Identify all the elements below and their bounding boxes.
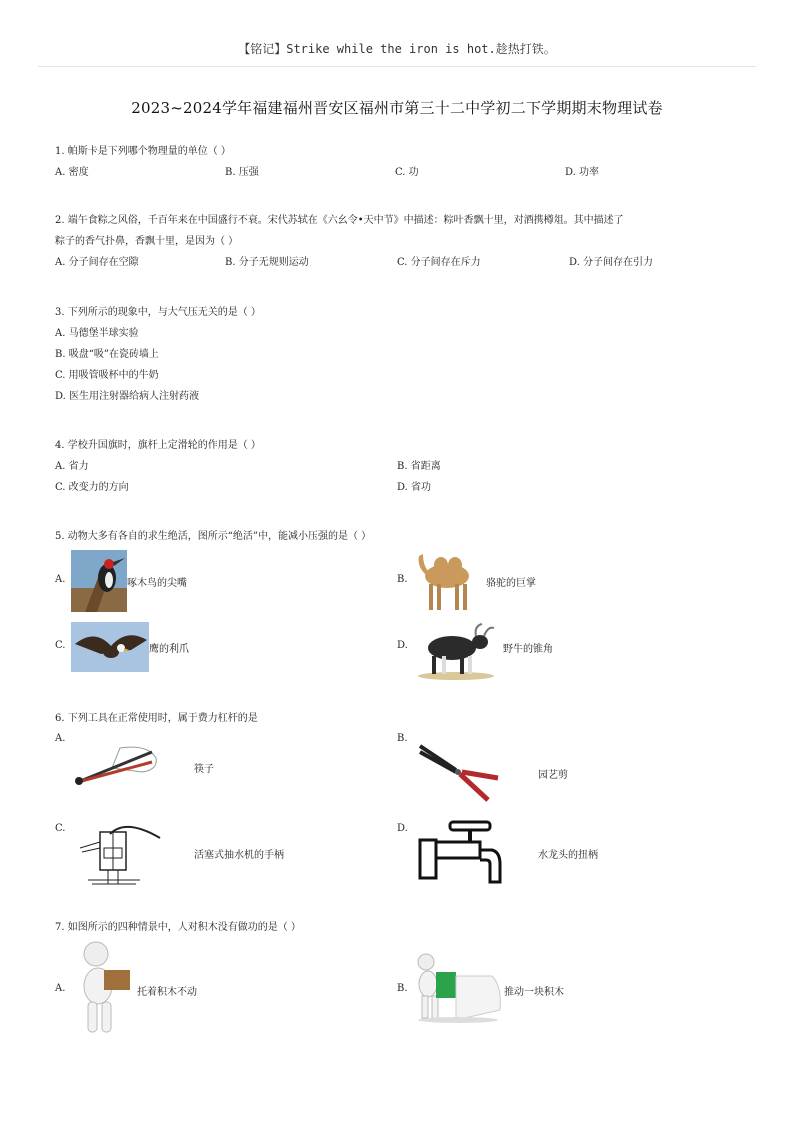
option-d-letter: D. [397,640,408,651]
option-d-label: 水龙头的扭柄 [538,850,598,861]
page-motto: 【铭记】Strike while the iron is hot.趁热打铁。 [238,42,556,56]
option-c: C. 功 [395,167,419,178]
question-4 [55,435,745,493]
option-a: A. 马德堡半球实验 [55,328,139,339]
camel-image [411,548,485,614]
option-d: D. 功率 [565,167,600,178]
option-a-letter: A. [55,574,66,585]
option-a: A. 省力 [55,461,89,472]
option-b-letter: B. [397,574,408,585]
option-a-letter: A. [55,983,66,994]
question-5 [55,526,745,547]
option-c: C. 用吸管吸杯中的牛奶 [55,370,159,381]
option-c-letter: C. [55,640,66,651]
question-stem-line-2: 粽子的香气扑鼻，香飘十里，是因为（ ） [55,236,239,247]
option-d-label: 野牛的锥角 [503,644,553,655]
option-a-label: 啄木鸟的尖嘴 [127,578,187,589]
option-a: A. 分子间存在空隙 [55,257,139,268]
question-stem: 5. 动物大多有各自的求生绝活，图所示“绝活”中，能减小压强的是（ ） [55,531,372,542]
option-c-letter: C. [55,823,66,834]
garden-shears-image [416,742,502,806]
option-b-label: 骆驼的巨掌 [486,578,536,589]
option-b: B. 压强 [225,167,259,178]
woodpecker-image [71,550,127,612]
option-a-label: 托着积木不动 [137,987,197,998]
question-stem: 3. 下列所示的现象中，与大气压无关的是（ ） [55,307,261,318]
question-stem: 4. 学校升国旗时，旗杆上定滑轮的作用是（ ） [55,440,261,451]
question-stem-line-1: 2. 端午食粽之风俗，千百年来在中国盛行不衰。宋代苏轼在《六幺令•天中节》中描述：粽叶香飘十里，对酒携樽俎。其中描述了 [55,215,624,226]
option-d: D. 医生用注射器给病人注射药液 [55,391,200,402]
question-3 [55,302,745,407]
option-d: D. 省功 [397,482,432,493]
option-b: B. 分子无规则运动 [225,257,309,268]
bison-image [416,618,498,680]
option-c-label: 鹰的利爪 [149,644,189,655]
question-1 [55,141,745,178]
question-7 [55,917,745,938]
exam-title: 2023~2024学年福建福州晋安区福州市第三十二中学初二下学期期末物理试卷 [131,99,663,117]
header-divider [38,66,756,67]
question-stem: 1. 帕斯卡是下列哪个物理量的单位（ ） [55,146,231,157]
option-c: C. 改变力的方向 [55,482,129,493]
question-6 [55,708,745,729]
chopsticks-image [72,740,160,790]
option-b: B. 省距离 [397,461,441,472]
option-a-label: 筷子 [194,764,214,775]
option-b-letter: B. [397,733,408,744]
figure-pushing-block-image [412,950,504,1024]
option-a: A. 密度 [55,167,89,178]
option-b-label: 园艺剪 [538,770,568,781]
option-c: C. 分子间存在斥力 [397,257,481,268]
question-stem: 6. 下列工具在正常使用时，属于费力杠杆的是 [55,713,258,724]
option-d: D. 分子间存在引力 [569,257,654,268]
faucet-image [416,820,504,886]
figure-holding-block-image [74,940,134,1038]
eagle-image [71,622,149,672]
option-c-label: 活塞式抽水机的手柄 [194,850,284,861]
question-2 [55,210,745,268]
option-d-letter: D. [397,823,408,834]
question-stem: 7. 如图所示的四种情景中，人对积木没有做功的是（ ） [55,922,301,933]
option-a-letter: A. [55,733,66,744]
option-b: B. 吸盘“吸”在瓷砖墙上 [55,349,159,360]
option-b-letter: B. [397,983,408,994]
water-pump-image [70,818,162,886]
option-b-label: 推动一块积木 [504,987,564,998]
